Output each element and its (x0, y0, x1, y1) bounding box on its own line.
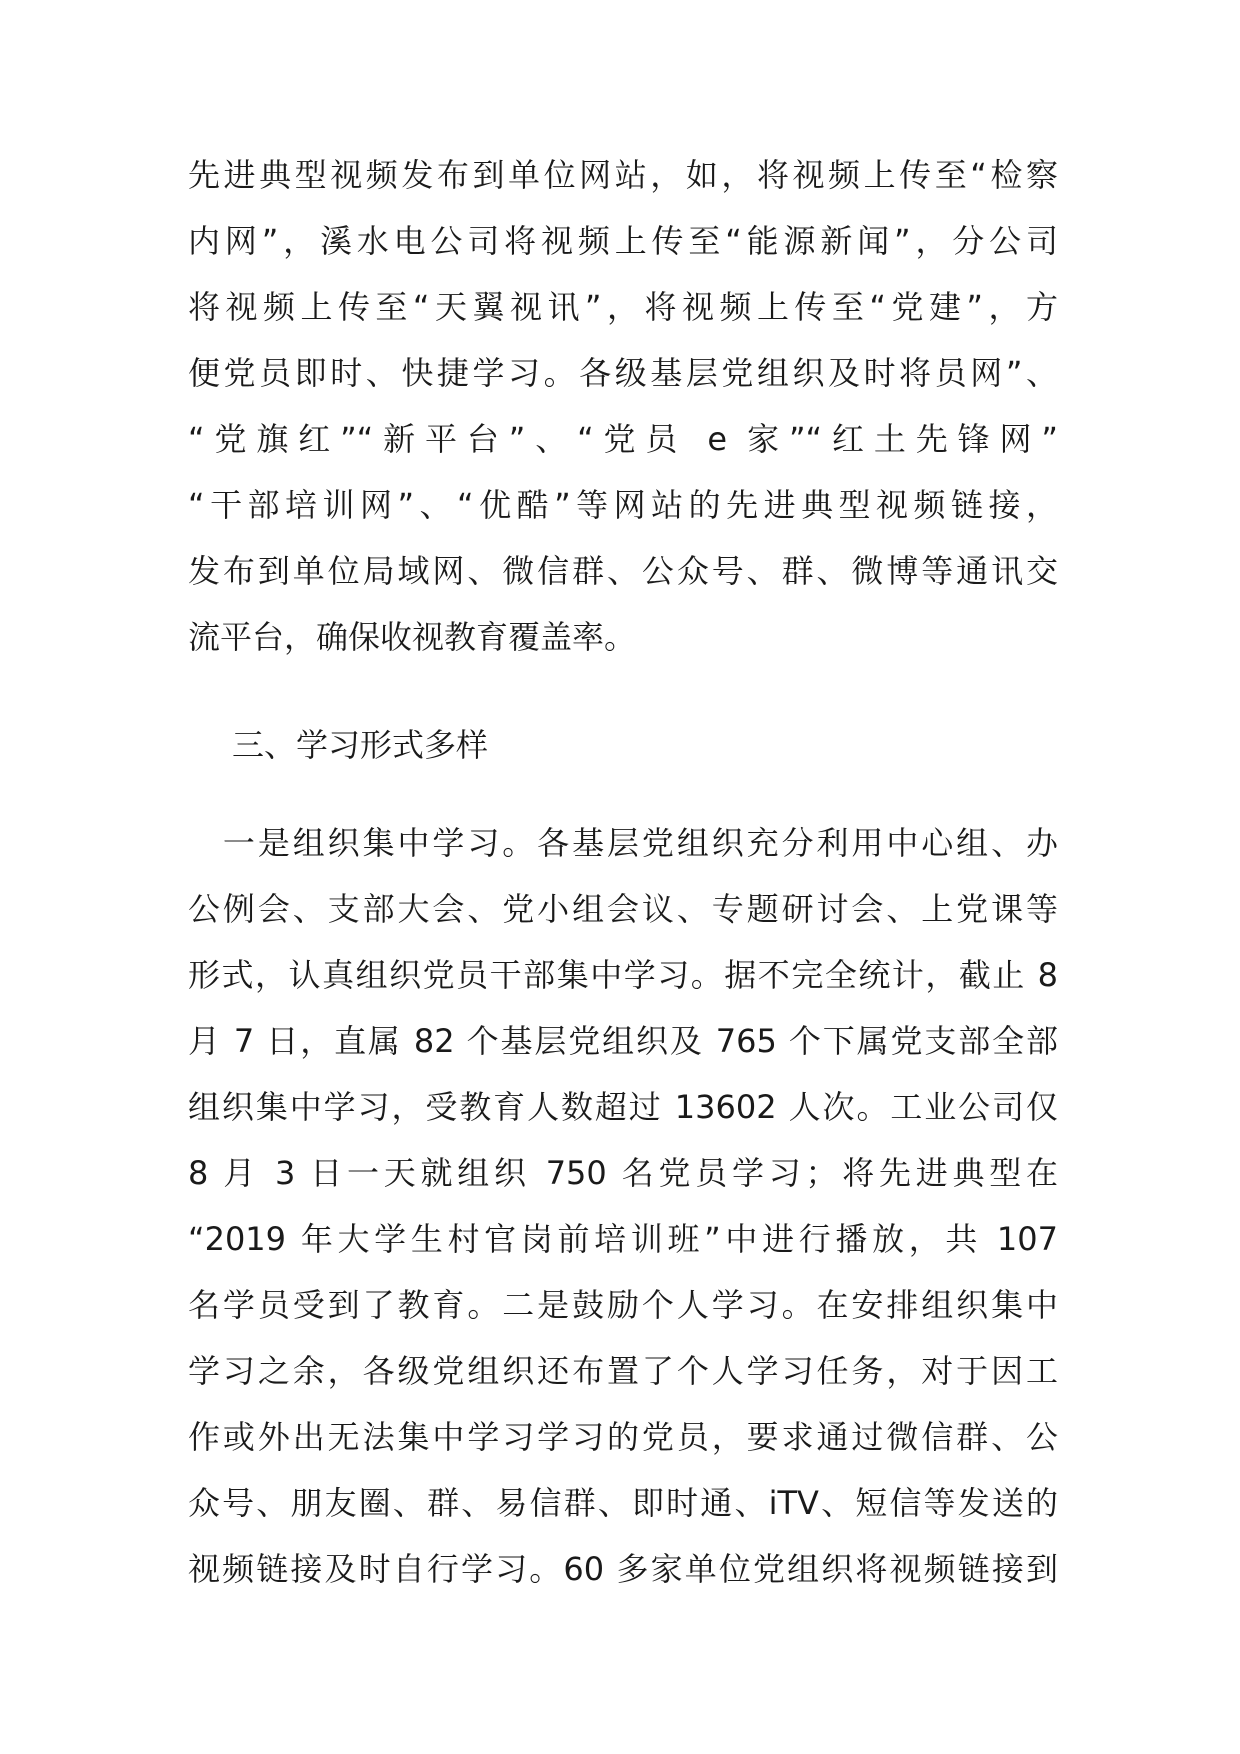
text-line: 形式，认真组织党员干部集中学习。据不完全统计，截止 8 (188, 956, 1058, 994)
text-line: 流平台，确保收视教育覆盖率。 (188, 618, 637, 656)
text-line: 发布到单位局域网、微信群、公众号、群、微博等通讯交 (188, 552, 1058, 590)
paragraph-video-distribution (188, 142, 1058, 670)
text-line: 月 7 日，直属 82 个基层党组织及 765 个下属党支部全部 (188, 1022, 1058, 1060)
heading-text: 三、学习形式多样 (232, 726, 489, 764)
text-line: 视频链接及时自行学习。60 多家单位党组织将视频链接到 (188, 1550, 1058, 1588)
text-line: 8 月 3 日一天就组织 750 名党员学习；将先进典型在 (188, 1154, 1058, 1192)
text-line: 先进典型视频发布到单位网站，如，将视频上传至“检察 (188, 156, 1058, 194)
text-line: 内网”，溪水电公司将视频上传至“能源新闻”，分公司 (188, 222, 1058, 260)
section-heading (188, 712, 1058, 778)
text-line: “干部培训网”、“优酷”等网站的先进典型视频链接， (188, 486, 1058, 524)
text-line: 一是组织集中学习。各基层党组织充分利用中心组、办 (188, 824, 1058, 862)
text-line: 作或外出无法集中学习学习的党员，要求通过微信群、公 (188, 1418, 1058, 1456)
text-line: 组织集中学习，受教育人数超过 13602 人次。工业公司仅 (188, 1088, 1058, 1126)
text-line: 将视频上传至“天翼视讯”，将视频上传至“党建”，方 (188, 288, 1058, 326)
text-line: “党旗红”“新平台”、“党员 e 家”“红土先锋网” (188, 420, 1058, 458)
text-line: 众号、朋友圈、群、易信群、即时通、iTV、短信等发送的 (188, 1484, 1058, 1522)
text-line: 公例会、支部大会、党小组会议、专题研讨会、上党课等 (188, 890, 1058, 928)
paragraph-study-forms (188, 810, 1058, 1602)
text-line: “2019 年大学生村官岗前培训班”中进行播放，共 107 (188, 1220, 1058, 1258)
text-line: 便党员即时、快捷学习。各级基层党组织及时将员网”、 (188, 354, 1058, 392)
text-line: 学习之余，各级党组织还布置了个人学习任务，对于因工 (188, 1352, 1058, 1390)
text-line: 名学员受到了教育。二是鼓励个人学习。在安排组织集中 (188, 1286, 1058, 1324)
